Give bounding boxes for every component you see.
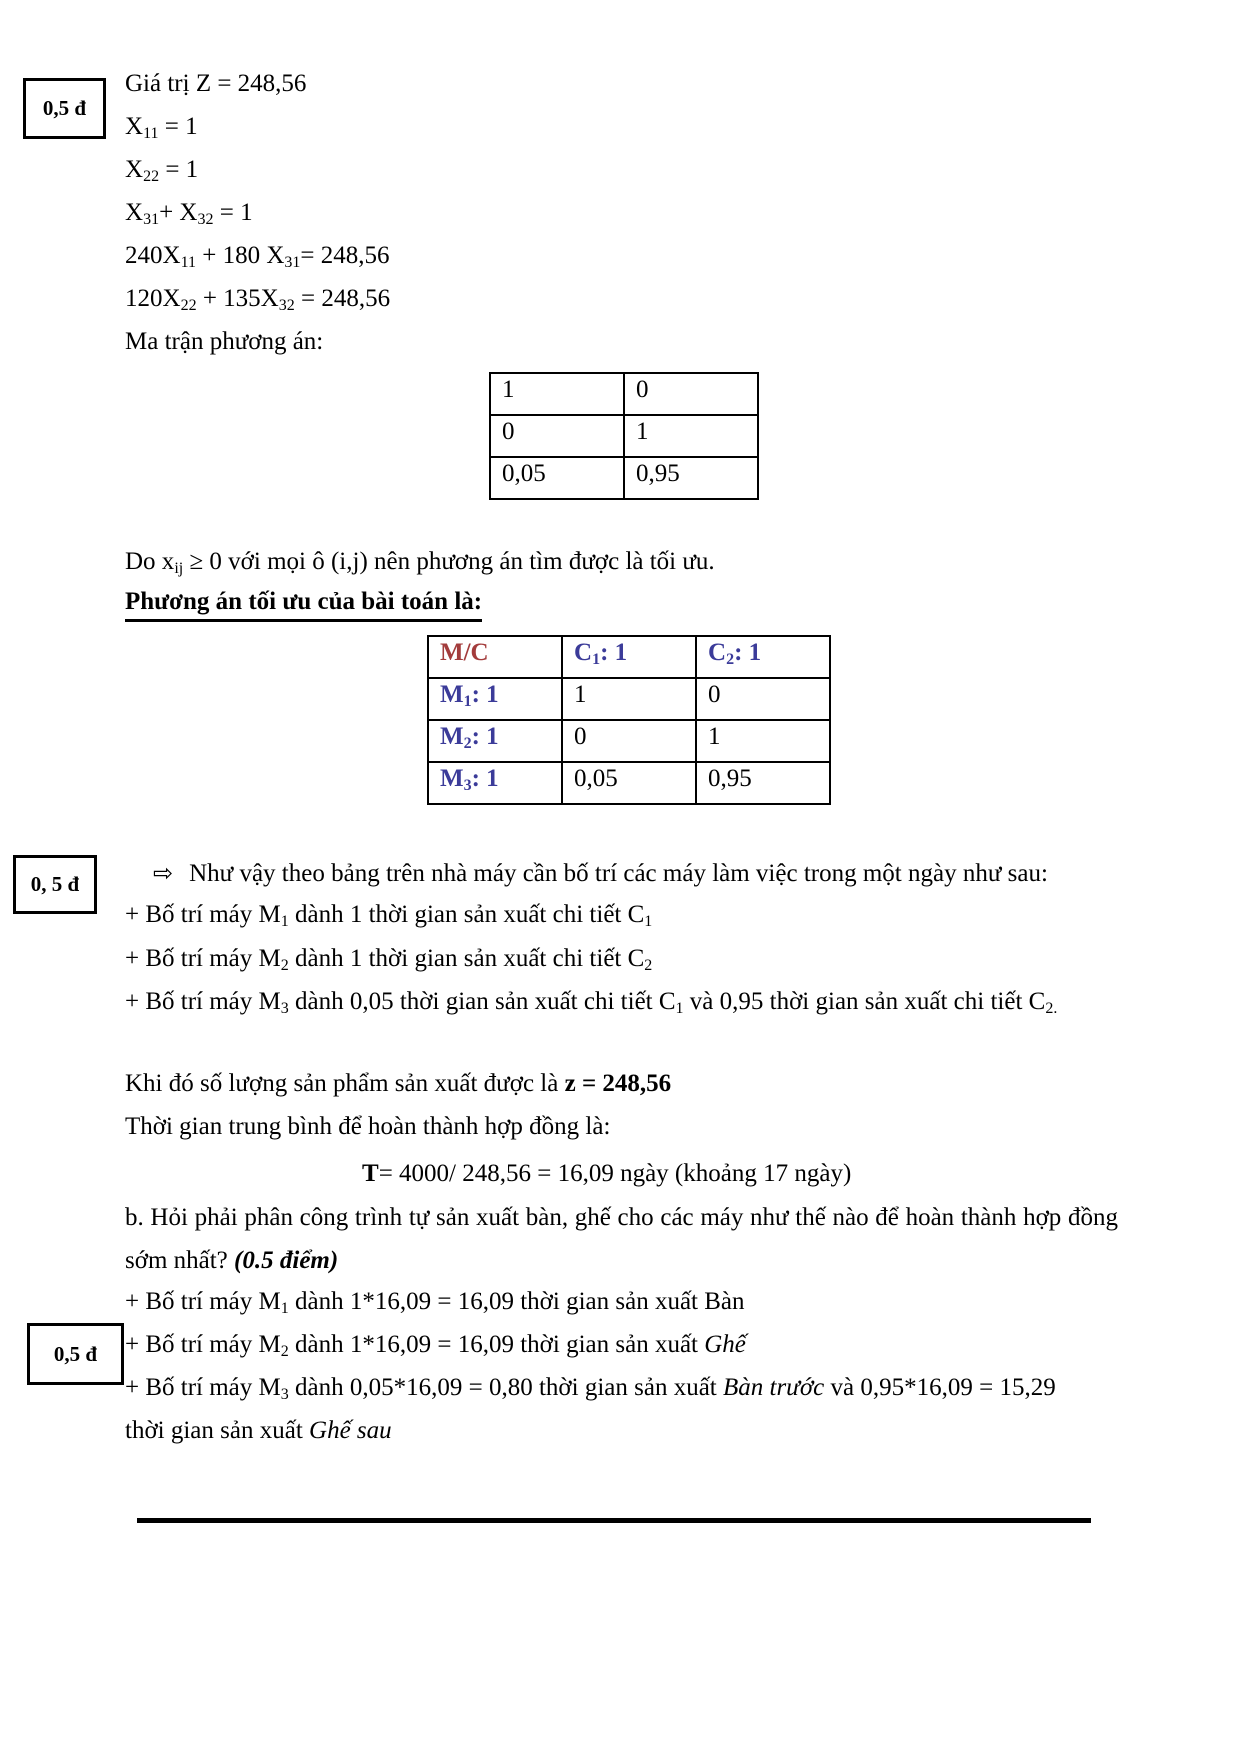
line-x31-x32: $X_{31}+ X_{32} = 1$ [125, 199, 253, 228]
value-cell: 0,95 [696, 762, 830, 804]
line-allocation-m1: + Bố trí máy $M_1$ dành 1 thời gian sản xuất chi tiết $C_1$ [125, 901, 653, 930]
row-header-m2: $M_2$: 1 [428, 720, 562, 762]
score-box-2 [13, 855, 97, 914]
line-schedule-m1: + Bố trí máy $M_1$ dành 1*16,09 = 16,09 thời gian sản xuất Bàn [125, 1288, 745, 1317]
score-box-3 [27, 1323, 124, 1385]
header-cell-mc: M/C [428, 636, 562, 678]
bottom-divider [137, 1518, 1091, 1523]
score-box-1-label: 0,5 đ [42, 96, 87, 120]
table-row [428, 720, 830, 762]
matrix-cell: 1 [624, 415, 758, 457]
line-optimality-note: Do $x_{ij} \ge 0$ với mọi ô (i,j) nên phương án tìm được là tối ưu. [125, 548, 715, 577]
line-allocation-m2: + Bố trí máy $M_2$ dành 1 thời gian sản xuất chi tiết $C_2$ [125, 945, 653, 974]
optimal-plan-table [427, 635, 831, 805]
score-box-2-label: 0, 5 đ [30, 872, 80, 896]
table-row [428, 762, 830, 804]
matrix-cell: 1 [490, 373, 624, 415]
line-avg-time: Thời gian trung bình để hoàn thành hợp đồng là: [125, 1113, 611, 1140]
header-cell-c2: $C_2$: 1 [696, 636, 830, 678]
optimal-plan-heading [125, 587, 482, 622]
line-schedule-cont: thời gian sản xuất Ghế sau [125, 1417, 392, 1444]
matrix-cell: 0,95 [624, 457, 758, 499]
line-schedule-m2: + Bố trí máy $M_2$ dành 1*16,09 = 16,09 thời gian sản xuất Ghế [125, 1331, 746, 1360]
row-header-m1: $M_1$: 1 [428, 678, 562, 720]
line-x11: $X_{11} = 1$ [125, 113, 198, 142]
line-conclusion-intro [125, 858, 1048, 889]
line-equation-1: $240X_{11} + 180$ $X_{31}= 248,56$ [125, 242, 390, 271]
line-quantity: Khi đó số lượng sản phẩm sản xuất được là z = 248,56 [125, 1070, 672, 1097]
line-z-value: Giá trị Z = 248,56 [125, 70, 307, 97]
optimal-plan-heading-text: Phương án tối ưu của bài toán là: [125, 587, 482, 622]
matrix-table [489, 372, 759, 500]
value-cell: 1 [562, 678, 696, 720]
line-x22: $X_{22} = 1$ [125, 156, 199, 185]
line-schedule-m3: + Bố trí máy $M_3$ dành 0,05*16,09 = 0,80 thời gian sản xuất Bàn trước và 0,95*16,09 = 15,29 [125, 1374, 1056, 1403]
line-equation-2: $120X_{22} + 135X_{32} = 248,56$ [125, 285, 391, 314]
matrix-cell: 0,05 [490, 457, 624, 499]
arrow-right-icon: ⇨ [153, 859, 174, 887]
matrix-cell: 0 [624, 373, 758, 415]
score-box-3-label: 0,5 đ [53, 1341, 98, 1366]
score-box-1 [23, 78, 106, 139]
line-t-formula: T= 4000/ 248,56 = 16,09 ngày (khoảng 17 ngày) [362, 1160, 852, 1187]
line-matrix-label: Ma trận phương án: [125, 328, 324, 355]
table-row [490, 373, 758, 415]
line-allocation-m3: + Bố trí máy $M_3$ dành 0,05 thời gian sản xuất chi tiết $C_1$ và 0,95 thời gian sản xuất chi tiết $C_{2.}$ [125, 988, 1058, 1017]
table-row [490, 415, 758, 457]
value-cell: 0 [696, 678, 830, 720]
table-row [490, 457, 758, 499]
value-cell: 1 [696, 720, 830, 762]
header-cell-c1: $C_1$: 1 [562, 636, 696, 678]
value-cell: 0,05 [562, 762, 696, 804]
value-cell: 0 [562, 720, 696, 762]
table-header-row [428, 636, 830, 678]
matrix-cell: 0 [490, 415, 624, 457]
row-header-m3: $M_3$: 1 [428, 762, 562, 804]
table-row [428, 678, 830, 720]
question-b-paragraph: b. Hỏi phải phân công trình tự sản xuất bàn, ghế cho các máy như thế nào để hoàn thành hợp đồng sớm nhất? (0.5 điểm) [125, 1204, 1118, 1274]
conclusion-intro-text: Như vậy theo bảng trên nhà máy cần bố trí các máy làm việc trong một ngày như sau: [189, 860, 1048, 887]
